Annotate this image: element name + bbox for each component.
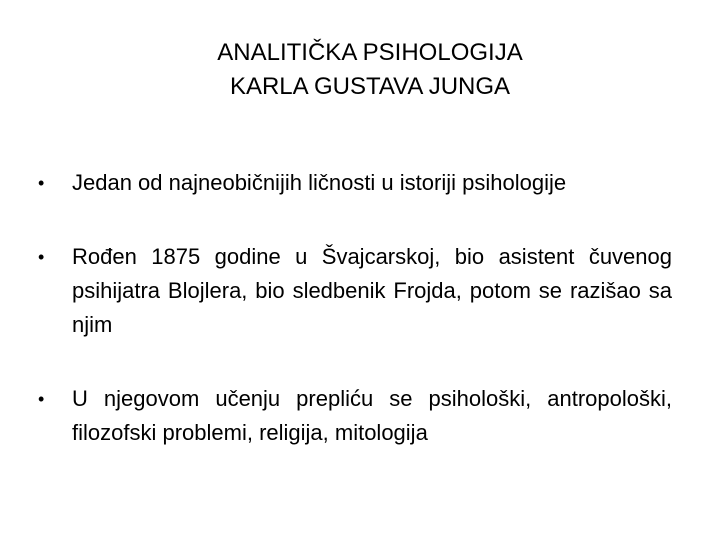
title-line-2: KARLA GUSTAVA JUNGA: [229, 73, 511, 100]
bullet-text: Jedan od najneobičnijih ličnosti u istoriji psihologije: [72, 170, 567, 195]
title-line-1: ANALITIČKA PSIHOLOGIJA: [217, 39, 523, 66]
bullet-marker-icon: •: [38, 173, 45, 193]
bullet-marker-icon: •: [38, 247, 45, 267]
bullet-item: [36, 166, 672, 200]
bullet-list: [36, 166, 672, 450]
bullet-item: [36, 382, 672, 450]
bullet-text: Rođen 1875 godine u Švajcarskoj, bio asistent čuvenog psihijatra Blojlera, bio sledbenik Frojda, potom se razišao sa njim: [72, 244, 672, 337]
bullet-marker-icon: •: [38, 389, 45, 409]
bullet-item: [36, 240, 672, 342]
bullet-text: U njegovom učenju prepliću se psihološki, antropološki, filozofski problemi, religija, mitologija: [72, 386, 672, 445]
slide-title: [0, 36, 720, 104]
